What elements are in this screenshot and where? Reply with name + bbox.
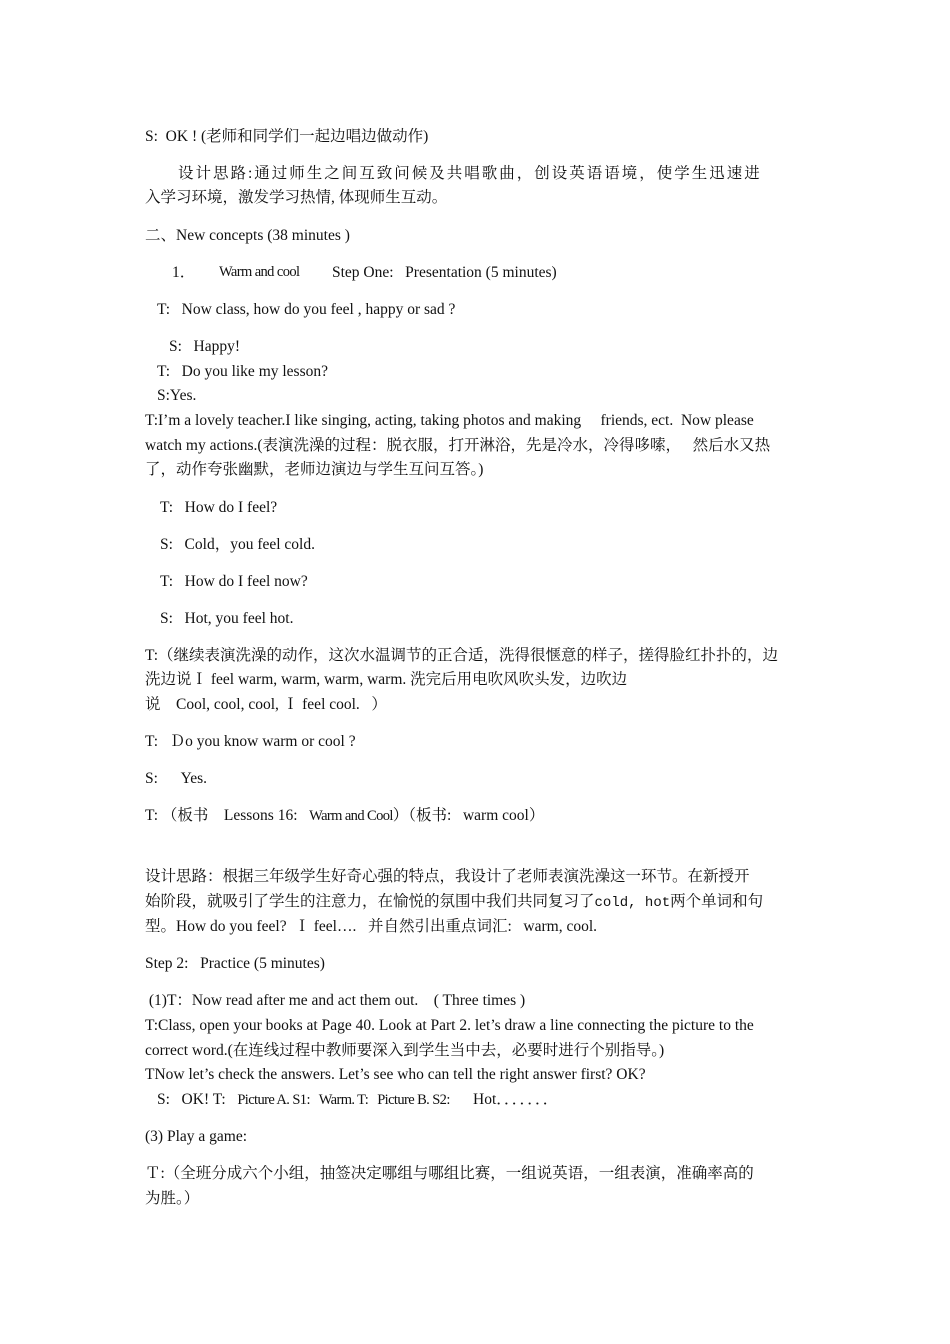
design-note-words: cold, hot: [594, 895, 671, 911]
practice-item: (3) Play a game:: [145, 1128, 248, 1145]
dialogue-line: S: Yes.: [145, 770, 208, 787]
dialogue-paragraph-line: 说 Cool, cool, cool, Ｉ feel cool. ）: [145, 696, 387, 713]
design-note-text: 两个单词和句: [670, 893, 764, 910]
dialogue-paragraph-line: watch my actions.(表演洗澡的过程：脱衣服，打开淋浴，先是冷水，冷得哆嗦， 然后水又热: [145, 437, 771, 454]
dialogue-paragraph-line: 为胜。）: [145, 1190, 200, 1207]
section-heading: 二、New concepts (38 minutes ): [145, 227, 350, 244]
lesson-title: Warm and cool: [219, 264, 300, 280]
design-note-line: 设计思路:通过师生之间互致问候及共唱歌曲，创设英语语境，使学生迅速进: [178, 165, 762, 182]
dialogue-line: [157, 1087, 558, 1113]
design-note-line: 设计思路：根据三年级学生好奇心强的特点，我设计了老师表演洗澡这一环节。在新授开: [145, 868, 750, 885]
dialogue-line: S: Happy!: [169, 338, 241, 355]
step-heading: Step 2: Practice (5 minutes): [145, 955, 325, 972]
dialogue-paragraph-line: correct word.(在连线过程中教师要深入到学生当中去，必要时进行个别指导。): [145, 1042, 665, 1059]
dialogue-line: S: Hot, you feel hot.: [160, 610, 294, 627]
dialogue-text: Hot．．．．．．．: [449, 1091, 559, 1108]
dialogue-paragraph-line: T:I’m a lovely teacher.I like singing, acting, taking photos and making friends, ect. Now please: [145, 412, 754, 429]
dialogue-line: T: Ｄo you know warm or cool ?: [145, 733, 356, 750]
design-note-text: 始阶段，就吸引了学生的注意力，在愉悦的氛围中我们共同复习了: [145, 893, 595, 910]
dialogue-paragraph-line: 洗边说Ｉ feel warm, warm, warm, warm. 洗完后用电吹风吹头发，边吹边: [145, 671, 628, 688]
dialogue-line: T: Now class, how do you feel , happy or sad ?: [157, 301, 456, 318]
step-heading: Step One: Presentation (5 minutes): [332, 264, 557, 281]
dialogue-line: S: OK ! (老师和同学们一起边唱边做动作): [145, 128, 429, 145]
design-note-line: [145, 889, 763, 916]
dialogue-line: T: How do I feel now?: [160, 573, 308, 590]
practice-item: (1)T：Now read after me and act them out. ( Three times ): [145, 992, 526, 1009]
dialogue-line: S: Cold，you feel cold.: [160, 536, 315, 553]
dialogue-paragraph-line: T:Class, open your books at Page 40. Look at Part 2. let’s draw a line connecting the picture to the: [145, 1017, 754, 1034]
dialogue-paragraph-line: Ｔ:（全班分成六个小组，抽签决定哪组与哪组比赛，一组说英语，一组表演，准确率高的: [145, 1165, 754, 1182]
blackboard-line: [145, 803, 544, 829]
design-note-line: 入学习环境，激发学习热情, 体现师生互动。: [145, 189, 448, 206]
item-number: 1．: [172, 264, 196, 281]
dialogue-paragraph-line: T:（继续表演洗澡的动作，这次水温调节的正合适，洗得很惬意的样子，搓得脸红扑扑的，边: [145, 647, 779, 664]
dialogue-line: S:Yes.: [157, 387, 197, 404]
dialogue-line: T: How do I feel?: [160, 499, 278, 516]
blackboard-suffix: ）（板书: warm cool）: [392, 807, 545, 824]
design-note-line: 型。How do you feel? Ｉ feel…. 并自然引出重点词汇: warm, cool.: [145, 918, 598, 935]
dialogue-line: T: Do you like my lesson?: [157, 363, 328, 380]
dialogue-text-condensed: Picture A. S1: Warm. T: Picture B. S2:: [237, 1092, 450, 1108]
dialogue-text: S: OK! T:: [157, 1091, 238, 1108]
blackboard-prefix: T: （板书 Lessons 16:: [145, 807, 310, 824]
dialogue-line: TNow let’s check the answers. Let’s see who can tell the right answer first? OK?: [145, 1066, 646, 1083]
blackboard-title: Warm and Cool: [309, 808, 393, 824]
dialogue-paragraph-line: 了，动作夸张幽默，老师边演边与学生互问互答。): [145, 461, 484, 478]
